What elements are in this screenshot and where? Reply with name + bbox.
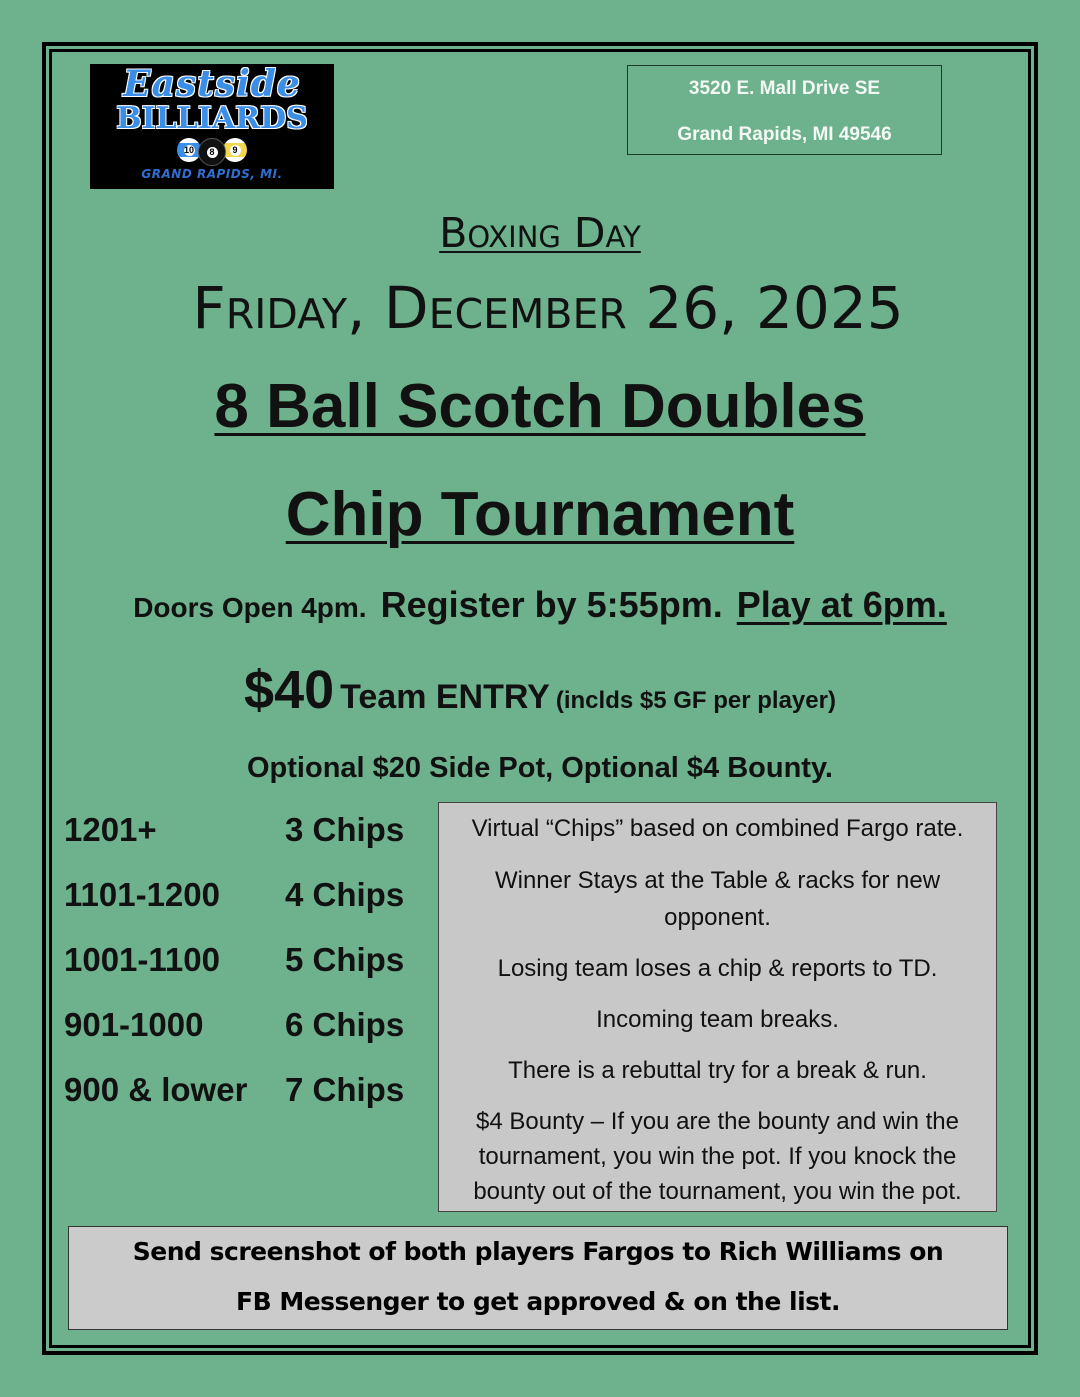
chip-count: 4 Chips <box>285 876 405 913</box>
chip-count: 6 Chips <box>285 1006 405 1043</box>
fargo-range: 1201+ <box>64 811 157 848</box>
chip-row <box>64 938 404 1003</box>
chip-row <box>64 1068 404 1133</box>
rule-item: Virtual “Chips” based on combined Fargo rate. <box>471 815 964 842</box>
address-line2: Grand Rapids, MI 49546 <box>677 124 892 145</box>
pool-balls-icon <box>90 138 334 164</box>
rule-item: There is a rebuttal try for a break & run. <box>508 1057 927 1084</box>
register-by-text: Register by 5:55pm. <box>380 584 723 625</box>
optional-pots: Optional $20 Side Pot, Optional $4 Bounty. <box>247 752 833 784</box>
event-title-line2: Chip Tournament <box>285 480 795 549</box>
doors-open-text: Doors Open 4pm. <box>133 592 367 623</box>
rule-item: $4 Bounty – If you are the bounty and win the tournament, you win the pot. If you knock the bounty out of the tournament, you win the pot. <box>473 1108 962 1205</box>
chip-row <box>64 1003 404 1068</box>
chip-row <box>64 808 404 873</box>
entry-fee-line <box>0 660 1080 734</box>
rules-box <box>438 802 997 1212</box>
chip-table <box>64 808 404 1133</box>
logo-script-text: Eastside <box>123 64 301 105</box>
chip-count: 7 Chips <box>285 1071 405 1108</box>
fargo-range: 901-1000 <box>64 1006 204 1043</box>
footer-line1: Send screenshot of both players Fargos to Rich Williams on <box>132 1237 944 1266</box>
fargo-range: 1101-1200 <box>64 876 220 913</box>
address-line1: 3520 E. Mall Drive SE <box>688 78 881 99</box>
entry-note: (inclds $5 GF per player) <box>555 687 836 714</box>
eastside-billiards-logo <box>90 64 334 189</box>
event-date: Friday, December 26, 2025 <box>192 274 904 342</box>
logo-city: GRAND RAPIDS, MI. <box>141 167 283 181</box>
ball-8-icon: 8 <box>198 138 226 166</box>
rule-item: Incoming team breaks. <box>596 1006 839 1033</box>
chip-count: 5 Chips <box>285 941 405 978</box>
entry-label: Team ENTRY <box>340 678 550 716</box>
schedule-line <box>0 582 1080 636</box>
approval-instructions <box>68 1226 1008 1330</box>
chip-row <box>64 873 404 938</box>
fargo-range: 900 & lower <box>64 1071 248 1108</box>
address-box <box>627 65 942 155</box>
fargo-range: 1001-1100 <box>64 941 220 978</box>
ball-9-icon: 9 <box>223 138 247 162</box>
rule-item: Losing team loses a chip & reports to TD. <box>497 955 938 982</box>
occasion-heading: Boxing Day <box>439 209 641 257</box>
rule-item: Winner Stays at the Table & racks for new opponent. <box>494 867 941 931</box>
chip-count: 3 Chips <box>285 811 405 848</box>
footer-line2: FB Messenger to get approved & on the list. <box>236 1287 840 1316</box>
play-at-text: Play at 6pm. <box>736 584 947 625</box>
ball-10-icon: 10 <box>177 138 201 162</box>
logo-main-text: BILLIARDS <box>116 101 308 136</box>
event-title-line1: 8 Ball Scotch Doubles <box>214 372 866 441</box>
entry-amount: $40 <box>244 660 335 720</box>
